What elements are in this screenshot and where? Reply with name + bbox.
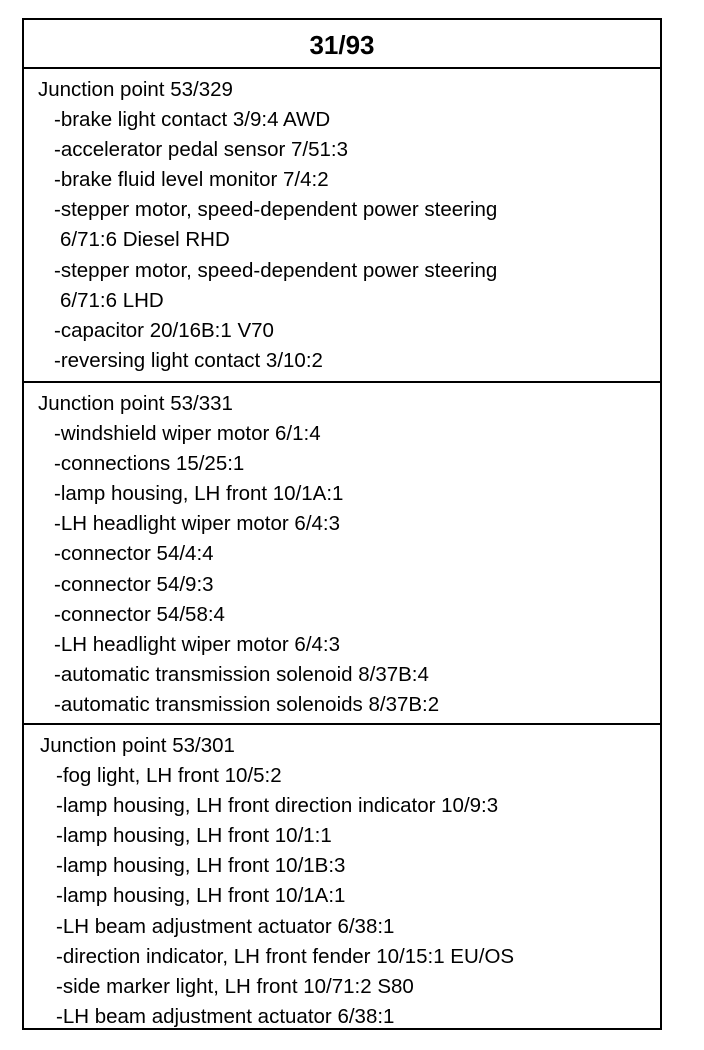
list-item: -direction indicator, LH front fender 10/15:1 EU/OS — [56, 944, 515, 968]
list-item: -lamp housing, LH front 10/1:1 — [56, 824, 332, 848]
list-item: -reversing light contact 3/10:2 — [54, 348, 323, 372]
list-item: -fog light, LH front 10/5:2 — [56, 764, 282, 788]
list-item: -accelerator pedal sensor 7/51:3 — [54, 138, 349, 162]
list-item: -brake fluid level monitor 7/4:2 — [54, 168, 329, 192]
list-item-continuation: 6/71:6 Diesel RHD — [60, 228, 230, 252]
list-item-continuation: 6/71:6 LHD — [60, 288, 164, 312]
list-item: -connector 54/58:4 — [54, 602, 225, 626]
list-item: -connector 54/4:4 — [54, 542, 214, 566]
list-item: -stepper motor, speed-dependent power steering 6/71:6 LHD — [38, 256, 660, 316]
list-item: -automatic transmission solenoid 8/37B:4 — [54, 662, 429, 686]
list-item: -capacitor 20/16B:1 V70 — [54, 318, 274, 342]
page-label-header — [24, 20, 660, 69]
list-item: -lamp housing, LH front direction indicator 10/9:3 — [56, 794, 499, 818]
list-item: -lamp housing, LH front 10/1B:3 — [56, 854, 346, 878]
list-item: -automatic transmission solenoids 8/37B:2 — [54, 692, 440, 716]
junction-table — [22, 18, 662, 1030]
junction-section — [24, 723, 660, 1029]
junction-section — [24, 69, 660, 381]
list-item: -connector 54/9:3 — [54, 572, 214, 596]
list-item: -LH beam adjustment actuator 6/38:1 — [56, 914, 395, 938]
list-item: -LH headlight wiper motor 6/4:3 — [54, 512, 341, 536]
list-item: -connections 15/25:1 — [54, 452, 245, 476]
list-item: -brake light contact 3/9:4 AWD — [54, 108, 331, 132]
list-item: -lamp housing, LH front 10/1A:1 — [54, 482, 344, 506]
junction-title: Junction point 53/301 — [40, 734, 235, 757]
list-item: -side marker light, LH front 10/71:2 S80 — [56, 974, 414, 998]
list-item: -LH headlight wiper motor 6/4:3 — [54, 632, 341, 656]
list-item: -LH beam adjustment actuator 6/38:1 — [56, 1004, 395, 1028]
list-item: -lamp housing, LH front 10/1A:1 — [56, 884, 346, 908]
junction-title: Junction point 53/331 — [38, 392, 233, 415]
list-item: -stepper motor, speed-dependent power steering 6/71:6 Diesel RHD — [38, 195, 660, 255]
junction-section — [24, 381, 660, 723]
junction-title: Junction point 53/329 — [38, 78, 233, 101]
list-item: -windshield wiper motor 6/1:4 — [54, 422, 321, 446]
page-label: 31/93 — [309, 30, 375, 60]
